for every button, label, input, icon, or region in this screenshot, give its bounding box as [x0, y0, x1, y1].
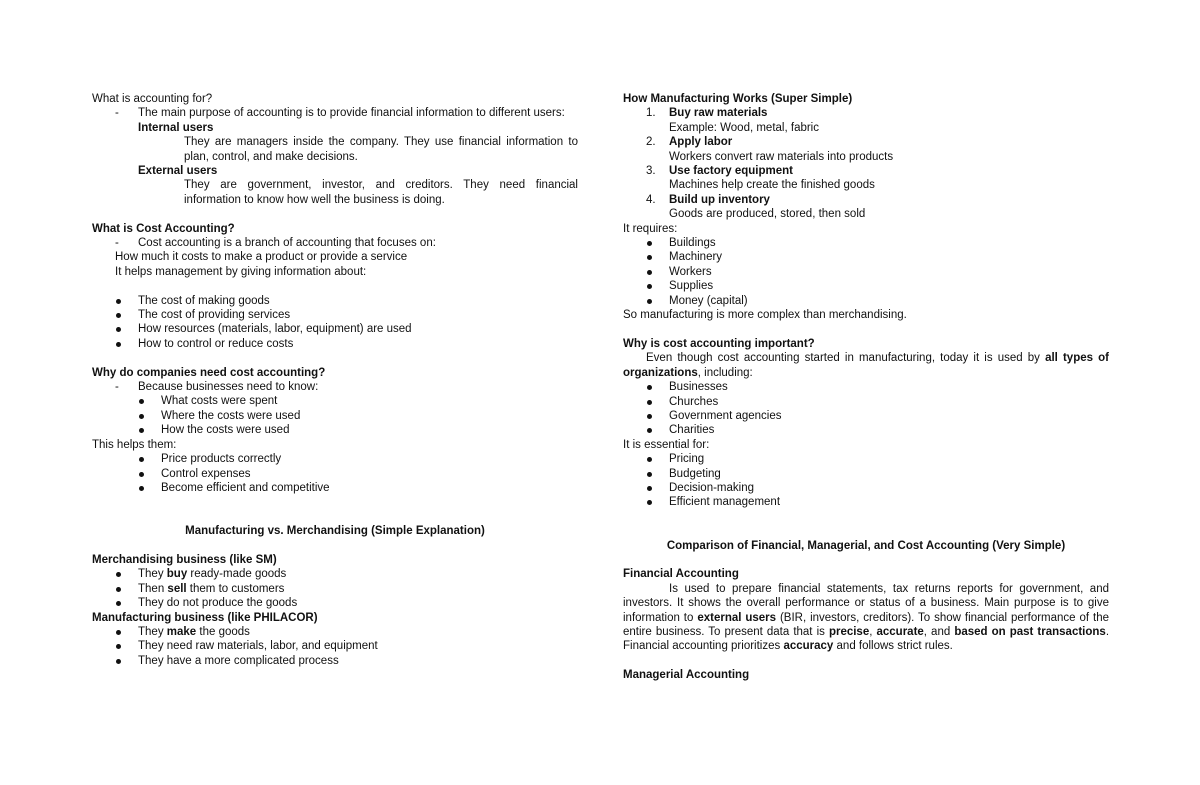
list-item: They need raw materials, labor, and equipment: [92, 639, 578, 653]
external-users-text: They are government, investor, and creditors. They need financial information to know how well the business is doing.: [184, 179, 578, 206]
list-item: How the costs were used: [92, 423, 578, 437]
list-item: Workers: [623, 265, 1109, 279]
list-item: What costs were spent: [92, 394, 578, 408]
list-item: Pricing: [623, 452, 1109, 466]
list-item: Supplies: [623, 279, 1109, 293]
list-item: They have a more complicated process: [92, 654, 578, 668]
question-cost-accounting: What is Cost Accounting?: [92, 222, 235, 235]
list-item: They do not produce the goods: [92, 596, 578, 610]
list-item: Budgeting: [623, 467, 1109, 481]
managerial-accounting-title: Managerial Accounting: [623, 669, 750, 682]
list-item: Then sell them to customers: [92, 582, 578, 596]
merchandising-title: Merchandising business (like SM): [92, 553, 277, 566]
external-users-title: External users: [138, 165, 218, 178]
text-line: It is essential for:: [623, 438, 710, 451]
why-important-title: Why is cost accounting important?: [623, 337, 815, 350]
how-manufacturing-title: How Manufacturing Works (Super Simple): [623, 93, 853, 105]
list-item: They buy ready-made goods: [92, 567, 578, 581]
text-line: It helps management by giving information about:: [115, 265, 367, 278]
internal-users-title: Internal users: [138, 121, 214, 134]
financial-accounting-title: Financial Accounting: [623, 568, 739, 581]
why-important-paragraph: Even though cost accounting started in manufacturing, today it is used by all types of organizations, including:: [623, 352, 1109, 379]
list-item: They make the goods: [92, 625, 578, 639]
step-desc: Machines help create the finished goods: [669, 179, 875, 192]
list-item: How resources (materials, labor, equipment) are used: [92, 322, 578, 336]
list-item: Price products correctly: [92, 452, 578, 466]
list-item: Machinery: [623, 250, 1109, 264]
step-title: 3. Use factory equipment: [646, 165, 793, 178]
text-line: It requires:: [623, 222, 678, 235]
step-desc: Goods are produced, stored, then sold: [669, 208, 866, 221]
list-item: The cost of providing services: [92, 308, 578, 322]
list-item: Decision-making: [623, 481, 1109, 495]
list-item: Money (capital): [623, 294, 1109, 308]
dash-item: - Because businesses need to know:: [115, 381, 319, 394]
list-item: Government agencies: [623, 409, 1109, 423]
list-item: Where the costs were used: [92, 409, 578, 423]
list-item: Businesses: [623, 380, 1109, 394]
list-item: How to control or reduce costs: [92, 337, 578, 351]
section-title-comparison: Comparison of Financial, Managerial, and Cost Accounting (Very Simple): [666, 539, 1066, 552]
dash-item: - The main purpose of accounting is to provide financial information to different users:: [115, 107, 565, 120]
list-item: Control expenses: [92, 467, 578, 481]
list-item: Churches: [623, 395, 1109, 409]
step-title: 2. Apply labor: [646, 136, 733, 149]
section-title-mfg-vs-merch: Manufacturing vs. Merchandising (Simple Explanation): [185, 525, 485, 538]
step-desc: Workers convert raw materials into products: [669, 150, 894, 163]
text-line: This helps them:: [92, 438, 177, 451]
question-why-cost-accounting: Why do companies need cost accounting?: [92, 366, 326, 379]
financial-accounting-paragraph: Is used to prepare financial statements, tax returns reports for government, and investors. It shows the overall performance or status of a business. Main purpose is to give information to external users (BIR, investors, creditors). To show financial performance of the entire business. To present data that is precise, accurate, and based on past transactions. Financial accounting prioritizes accuracy and follows strict rules.: [623, 582, 1110, 653]
list-item: The cost of making goods: [92, 294, 578, 308]
manufacturing-title: Manufacturing business (like PHILACOR): [92, 611, 318, 624]
left-column: [92, 92, 578, 668]
question-accounting: What is accounting for?: [92, 93, 213, 105]
list-item: Charities: [623, 423, 1109, 437]
internal-users-text: They are managers inside the company. They use financial information to plan, control, and make decisions.: [184, 136, 578, 163]
step-title: 4. Build up inventory: [646, 193, 770, 206]
step-desc: Example: Wood, metal, fabric: [669, 121, 819, 134]
list-item: Become efficient and competitive: [92, 481, 578, 495]
text-line: How much it costs to make a product or provide a service: [115, 251, 408, 264]
text-line: So manufacturing is more complex than merchandising.: [623, 309, 907, 322]
list-item: Efficient management: [623, 495, 1109, 509]
step-title: 1. Buy raw materials: [646, 107, 768, 120]
list-item: Buildings: [623, 236, 1109, 250]
dash-item: - Cost accounting is a branch of accounting that focuses on:: [115, 237, 436, 250]
right-column: [623, 92, 1109, 683]
